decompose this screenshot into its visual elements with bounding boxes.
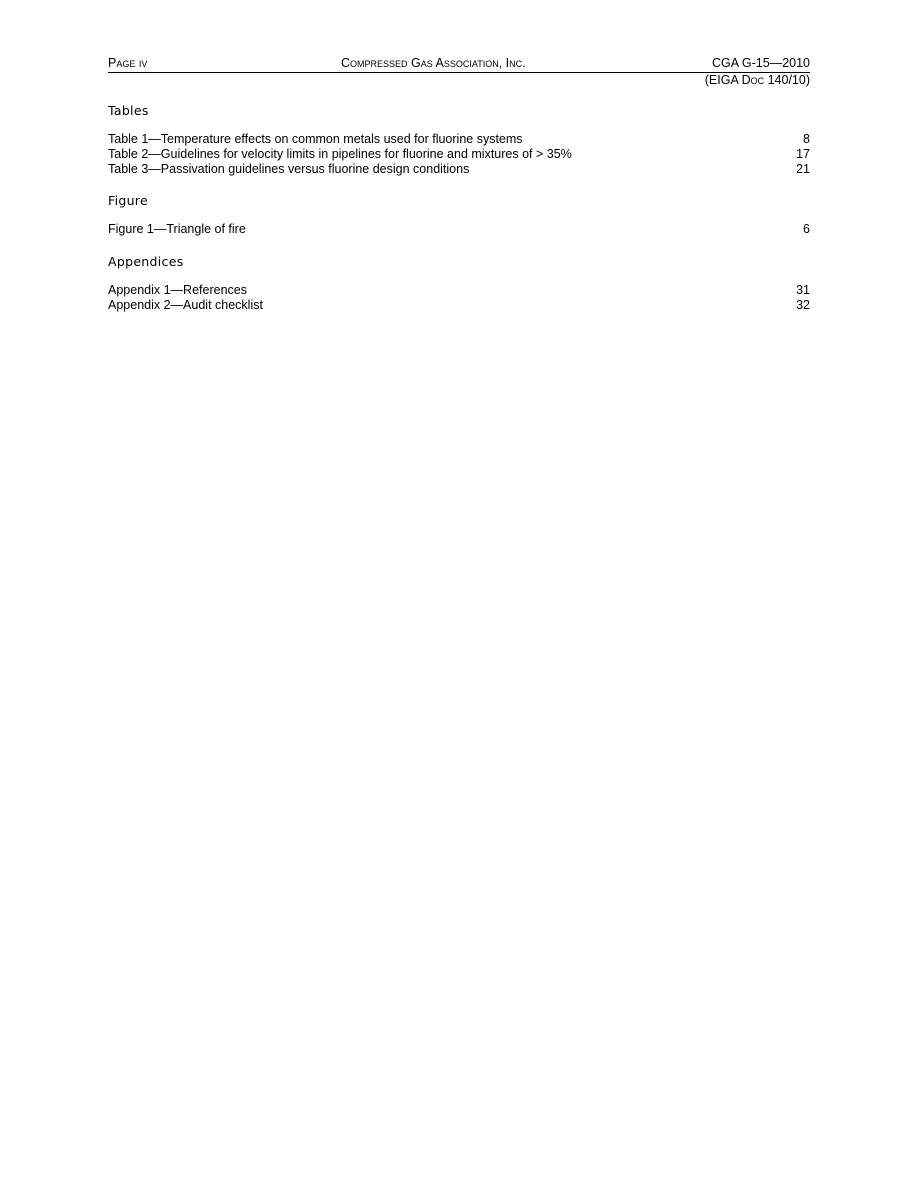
running-header <box>108 55 810 73</box>
section-heading-figure: Figure <box>108 193 148 208</box>
toc-list-figure <box>108 222 810 237</box>
toc-entry-page: 6 <box>803 222 810 236</box>
toc-list-tables <box>108 132 810 177</box>
document-page <box>108 55 810 313</box>
toc-entry-label: Table 2—Guidelines for velocity limits in pipelines for fluorine and mixtures of > 35% <box>108 147 572 161</box>
toc-entry-page: 8 <box>803 132 810 146</box>
section-heading-appendices: Appendices <box>108 254 184 269</box>
header-eiga-reference: (EIGA Doc 140/10) <box>704 73 810 87</box>
toc-entry-label: Table 3—Passivation guidelines versus fluorine design conditions <box>108 162 470 176</box>
header-page-label: Page iv <box>108 56 148 70</box>
toc-list-appendices <box>108 283 810 313</box>
toc-entry-page: 32 <box>796 298 810 312</box>
header-document-id: CGA G-15—2010 <box>712 56 810 70</box>
toc-entry[interactable] <box>108 147 810 162</box>
toc-entry-page: 31 <box>796 283 810 297</box>
toc-entry[interactable] <box>108 132 810 147</box>
toc-entry[interactable] <box>108 222 810 237</box>
toc-entry-page: 21 <box>796 162 810 176</box>
toc-entry-label: Appendix 2—Audit checklist <box>108 298 263 312</box>
toc-entry-page: 17 <box>796 147 810 161</box>
toc-entry-label: Figure 1—Triangle of fire <box>108 222 246 236</box>
toc-entry[interactable] <box>108 298 810 313</box>
toc-entry-label: Table 1—Temperature effects on common metals used for fluorine systems <box>108 132 523 146</box>
header-organization: Compressed Gas Association, Inc. <box>341 56 526 70</box>
section-heading-tables: Tables <box>108 103 149 118</box>
toc-entry[interactable] <box>108 162 810 177</box>
toc-entry-label: Appendix 1—References <box>108 283 247 297</box>
toc-entry[interactable] <box>108 283 810 298</box>
